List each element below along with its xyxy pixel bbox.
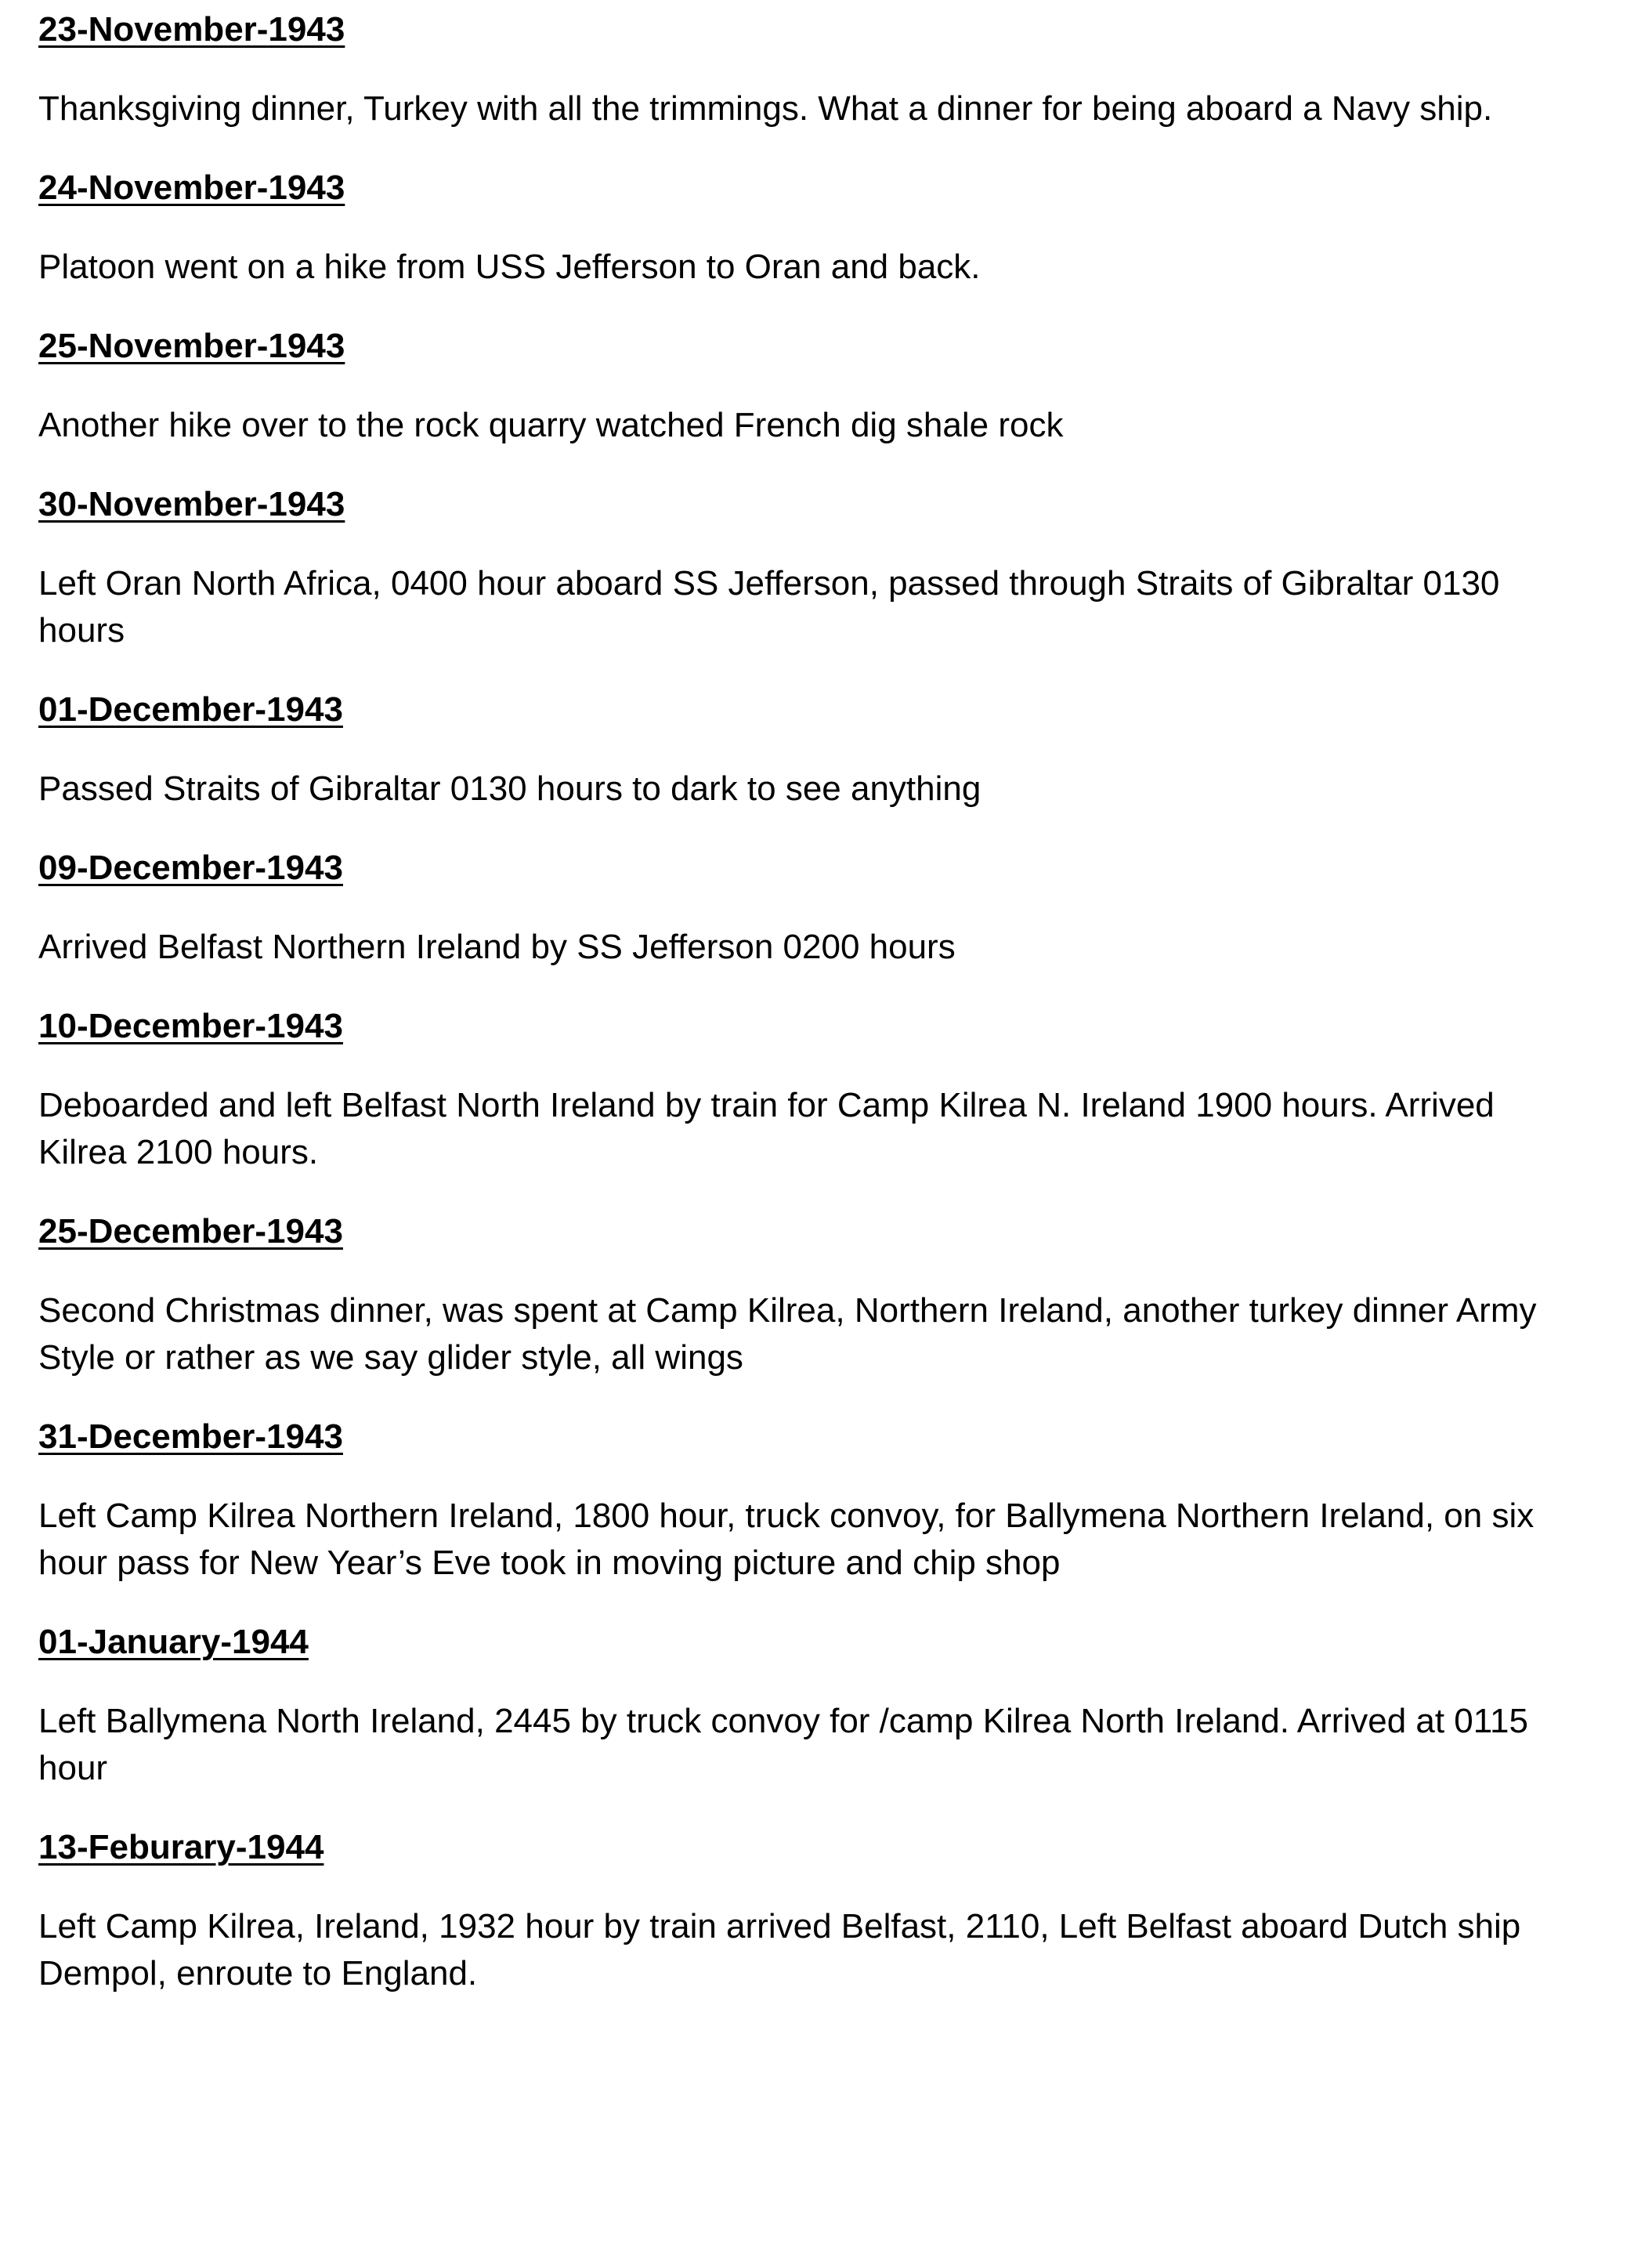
diary-entry	[38, 1208, 1574, 1381]
diary-page	[38, 6, 1574, 2029]
entry-text: Arrived Belfast Northern Ireland by SS Jefferson 0200 hours	[38, 928, 956, 966]
entry-date: 31-December-1943	[38, 1417, 343, 1456]
entry-date: 10-December-1943	[38, 1007, 343, 1045]
diary-entry	[38, 6, 1574, 132]
entry-text	[38, 85, 1574, 132]
entry-date: 30-November-1943	[38, 485, 345, 523]
entry-date: 09-December-1943	[38, 849, 343, 887]
diary-entry	[38, 323, 1574, 449]
diary-entry	[38, 845, 1574, 971]
entry-date: 01-January-1944	[38, 1623, 309, 1661]
entry-text: Platoon went on a hike from USS Jefferson to Oran and back.	[38, 248, 981, 286]
entry-text: Left Camp Kilrea Northern Ireland, 1800 hour, truck convoy, for Ballymena Northern Ireland, on six hour pass for New Year’s Eve took in moving picture and chip shop	[38, 1497, 1535, 1582]
entry-date: 25-November-1943	[38, 327, 345, 365]
entry-text: Another hike over to the rock quarry watched French dig shale rock	[38, 406, 1064, 444]
entry-text: Left Ballymena North Ireland, 2445 by truck convoy for /camp Kilrea North Ireland. Arrived at 0115 hour	[38, 1702, 1528, 1787]
entry-text: Deboarded and left Belfast North Ireland by train for Camp Kilrea N. Ireland 1900 hours. Arrived Kilrea 2100 hours.	[38, 1086, 1495, 1171]
diary-entry	[38, 481, 1574, 654]
entry-text: Second Christmas dinner, was spent at Camp Kilrea, Northern Ireland, another turkey dinner Army Style or rather as we say glider style, all wings	[38, 1291, 1537, 1377]
diary-entry	[38, 1824, 1574, 1997]
diary-entry	[38, 1413, 1574, 1587]
diary-entry	[38, 165, 1574, 291]
diary-entry	[38, 1003, 1574, 1176]
entry-date: 24-November-1943	[38, 168, 345, 207]
entry-text-line: Thanksgiving dinner, Turkey with all the trimmings. What a dinner for being aboard a Navy ship.	[38, 89, 1493, 128]
entry-text: Left Camp Kilrea, Ireland, 1932 hour by train arrived Belfast, 2110, Left Belfast aboard Dutch ship Dempol, enroute to England.	[38, 1907, 1521, 1993]
entry-date: 13-Feburary-1944	[38, 1828, 324, 1866]
diary-entry	[38, 1619, 1574, 1792]
entry-date: 01-December-1943	[38, 690, 343, 729]
entry-text: Passed Straits of Gibraltar 0130 hours to dark to see anything	[38, 769, 981, 808]
entry-date: 25-December-1943	[38, 1212, 343, 1251]
diary-entry	[38, 686, 1574, 813]
entry-date: 23-November-1943	[38, 10, 345, 49]
entry-text: Left Oran North Africa, 0400 hour aboard SS Jefferson, passed through Straits of Gibraltar 0130 hours	[38, 564, 1500, 650]
